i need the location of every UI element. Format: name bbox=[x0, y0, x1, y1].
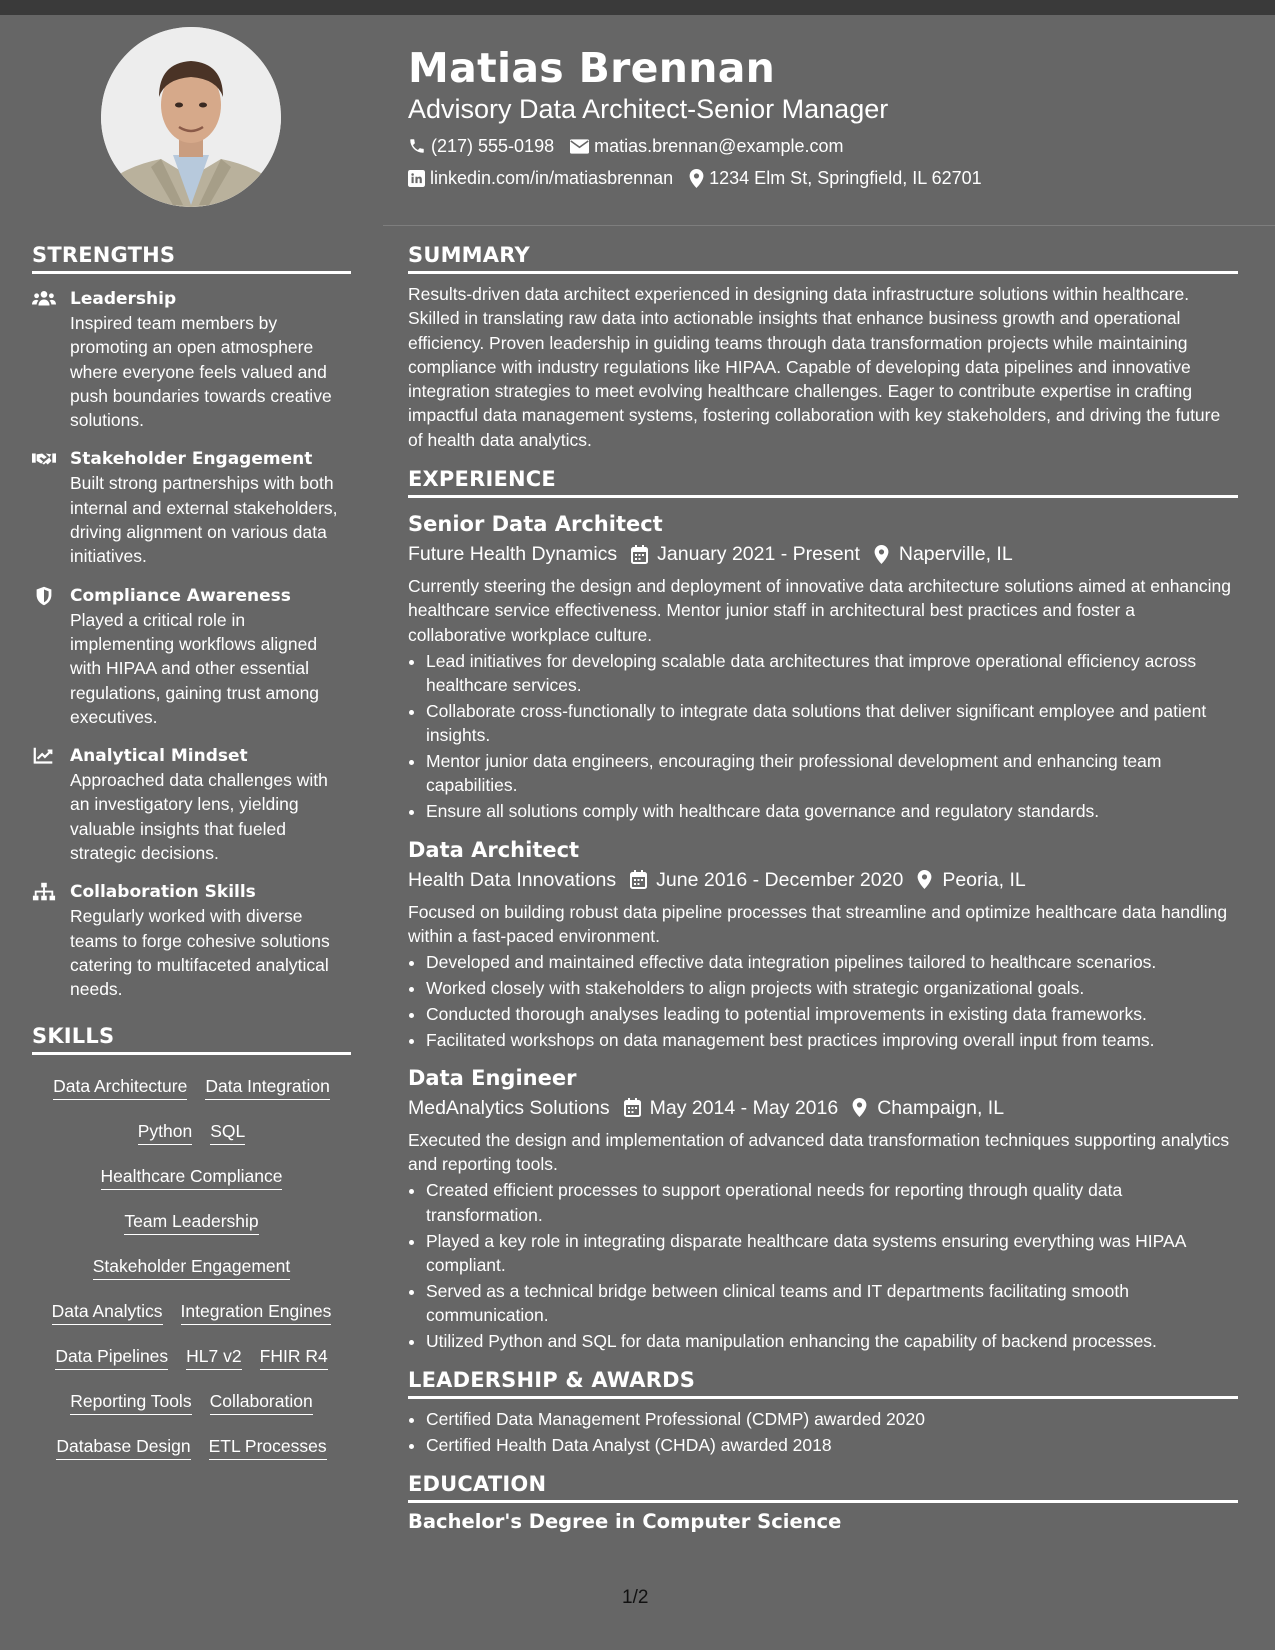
job-location: Naperville, IL bbox=[898, 543, 1013, 566]
users-icon bbox=[32, 289, 56, 309]
job-bullets bbox=[408, 950, 1238, 1052]
job-company: Future Health Dynamics bbox=[408, 543, 618, 566]
job-location: Peoria, IL bbox=[942, 868, 1026, 891]
linkedin-icon bbox=[408, 170, 425, 187]
strengths-heading: STRENGTHS bbox=[32, 243, 351, 274]
skill-tag: HL7 v2 bbox=[186, 1344, 241, 1370]
contact-row-2 bbox=[408, 166, 1238, 190]
list-item: • Ensure all solutions comply with healthcare data governance and regulatory standards. bbox=[426, 799, 1238, 823]
phone-contact[interactable] bbox=[408, 134, 554, 158]
sitemap-icon bbox=[32, 882, 56, 902]
job-meta bbox=[408, 1094, 1238, 1122]
candidate-role: Advisory Data Architect-Senior Manager bbox=[408, 94, 889, 124]
skill-tag: ETL Processes bbox=[209, 1434, 327, 1460]
job-title: Data Architect bbox=[408, 837, 580, 862]
skills-list bbox=[32, 1067, 351, 1472]
location-pin-icon bbox=[689, 169, 704, 188]
list-item: • Created efficient processes to support operational needs for reporting through quality data transformation. bbox=[426, 1178, 1238, 1227]
education-degree: Bachelor's Degree in Computer Science bbox=[408, 1510, 842, 1534]
strength-item bbox=[32, 744, 351, 865]
skill-tag: Python bbox=[138, 1119, 192, 1145]
strength-item bbox=[32, 584, 351, 729]
skill-tag: Data Architecture bbox=[53, 1074, 187, 1100]
job-company: MedAnalytics Solutions bbox=[408, 1096, 610, 1119]
job-title: Senior Data Architect bbox=[408, 512, 663, 537]
strengths-list bbox=[32, 287, 351, 1002]
resume-page bbox=[0, 15, 1275, 1650]
location-pin-icon bbox=[874, 545, 889, 564]
shield-icon bbox=[32, 586, 56, 606]
skill-row bbox=[32, 1157, 351, 1202]
address-text: 1234 Elm St, Springfield, IL 62701 bbox=[709, 168, 982, 188]
candidate-name: Matias Brennan bbox=[408, 44, 776, 92]
job-entry bbox=[408, 1064, 1238, 1353]
resume-header bbox=[408, 43, 1238, 190]
job-dates: June 2016 - December 2020 bbox=[656, 868, 904, 891]
address-contact bbox=[689, 166, 982, 190]
linkedin-contact[interactable] bbox=[408, 166, 673, 190]
job-company: Health Data Innovations bbox=[408, 868, 617, 891]
summary-heading: SUMMARY bbox=[408, 243, 1238, 274]
job-dates: May 2014 - May 2016 bbox=[649, 1096, 839, 1119]
list-item: • Played a key role in integrating disparate healthcare data systems ensuring everything was HIPAA compliant. bbox=[426, 1229, 1238, 1278]
envelope-icon bbox=[570, 139, 589, 154]
skill-tag: Data Analytics bbox=[52, 1299, 163, 1325]
list-item: • Certified Data Management Professional (CDMP) awarded 2020 bbox=[426, 1407, 1238, 1431]
list-item: • Lead initiatives for developing scalable data architectures that improve operational efficiency across healthcare services. bbox=[426, 649, 1238, 698]
strength-title: Leadership bbox=[70, 289, 177, 309]
education-heading: EDUCATION bbox=[408, 1472, 1238, 1503]
job-title: Data Engineer bbox=[408, 1065, 577, 1090]
job-description: Executed the design and implementation of advanced data transformation techniques supporting analytics and reporting tools. bbox=[408, 1129, 1230, 1175]
strength-title: Collaboration Skills bbox=[70, 882, 256, 903]
job-description: Focused on building robust data pipeline processes that streamline and optimize healthcare data handling within a fast-paced environment. bbox=[408, 901, 1228, 946]
right-column bbox=[408, 243, 1238, 1535]
job-meta bbox=[408, 866, 1238, 894]
email-contact[interactable] bbox=[570, 134, 843, 158]
strength-title: Analytical Mindset bbox=[70, 746, 248, 767]
strength-item bbox=[32, 287, 351, 432]
calendar-icon bbox=[631, 545, 648, 564]
left-column bbox=[32, 243, 351, 1472]
contact-row-1 bbox=[408, 134, 1238, 158]
strength-desc: Regularly worked with diverse teams to forge cohesive solutions catering to multifaceted analytical needs. bbox=[70, 906, 330, 1000]
job-entry bbox=[408, 836, 1238, 1052]
header-divider bbox=[383, 225, 1275, 226]
strength-item bbox=[32, 447, 351, 568]
calendar-icon bbox=[624, 1098, 641, 1117]
list-item: • Utilized Python and SQL for data manipulation enhancing the capability of backend processes. bbox=[426, 1329, 1238, 1353]
skill-row bbox=[32, 1247, 351, 1292]
job-bullets bbox=[408, 649, 1238, 824]
strength-title: Compliance Awareness bbox=[70, 585, 291, 606]
window-top-bar bbox=[0, 0, 1275, 15]
skill-tag: Team Leadership bbox=[124, 1209, 258, 1235]
strength-item bbox=[32, 880, 351, 1001]
skill-tag: Stakeholder Engagement bbox=[93, 1254, 291, 1280]
skills-heading: SKILLS bbox=[32, 1024, 351, 1055]
skill-row bbox=[32, 1112, 351, 1157]
skill-row bbox=[32, 1382, 351, 1427]
calendar-icon bbox=[630, 870, 647, 889]
skill-row bbox=[32, 1202, 351, 1247]
job-location: Champaign, IL bbox=[877, 1096, 1005, 1119]
awards-list bbox=[408, 1407, 1238, 1457]
list-item: • Collaborate cross-functionally to integrate data solutions that deliver significant employee and patient insights. bbox=[426, 699, 1238, 748]
list-item: • Mentor junior data engineers, encouraging their professional development and enhancing team capabilities. bbox=[426, 749, 1238, 798]
job-meta bbox=[408, 540, 1238, 568]
location-pin-icon bbox=[852, 1098, 867, 1117]
list-item: • Served as a technical bridge between clinical teams and IT departments facilitating smooth communication. bbox=[426, 1279, 1238, 1328]
skill-tag: Collaboration bbox=[210, 1389, 313, 1415]
skill-row bbox=[32, 1067, 351, 1112]
strength-title: Stakeholder Engagement bbox=[70, 449, 313, 470]
strength-desc: Played a critical role in implementing workflows aligned with HIPAA and other essential regulations, gaining trust among executives. bbox=[70, 609, 320, 727]
strength-desc: Built strong partnerships with both internal and external stakeholders, driving alignment on various data initiatives. bbox=[70, 473, 338, 567]
skill-row bbox=[32, 1427, 351, 1472]
experience-heading: EXPERIENCE bbox=[408, 467, 1238, 498]
skill-tag: Reporting Tools bbox=[70, 1389, 191, 1415]
profile-photo bbox=[101, 27, 281, 207]
job-entry bbox=[408, 510, 1238, 823]
phone-icon bbox=[408, 137, 426, 155]
linkedin-text: linkedin.com/in/matiasbrennan bbox=[430, 168, 674, 188]
email-text: matias.brennan@example.com bbox=[594, 136, 844, 156]
list-item: • Conducted thorough analyses leading to potential improvements in existing data frameworks. bbox=[426, 1002, 1238, 1026]
list-item: • Certified Health Data Analyst (CHDA) awarded 2018 bbox=[426, 1433, 1238, 1457]
job-bullets bbox=[408, 1178, 1238, 1353]
line-chart-icon bbox=[32, 746, 56, 766]
skill-tag: Healthcare Compliance bbox=[101, 1164, 283, 1190]
awards-heading: LEADERSHIP & AWARDS bbox=[408, 1368, 1238, 1399]
skill-tag: Integration Engines bbox=[181, 1299, 332, 1325]
location-pin-icon bbox=[917, 870, 932, 889]
handshake-icon bbox=[32, 449, 56, 469]
job-description: Currently steering the design and deployment of innovative data architecture solutions aimed at enhancing healthcare service effectiveness. Mentor junior staff in architectural best practices and foster a collaborative workplace culture. bbox=[408, 576, 1232, 645]
skill-row bbox=[32, 1292, 351, 1337]
skill-tag: Database Design bbox=[56, 1434, 190, 1460]
list-item: • Worked closely with stakeholders to align projects with strategic organizational goals. bbox=[426, 976, 1238, 1000]
phone-text: (217) 555-0198 bbox=[431, 136, 555, 156]
list-item: • Facilitated workshops on data management best practices improving overall input from teams. bbox=[426, 1028, 1238, 1052]
summary-text: Results-driven data architect experienced in designing data infrastructure solutions within healthcare. Skilled in translating raw data into actionable insights that enhance business growth and operational efficiency. Proven leadership in guiding teams through data transformation projects while maintaining compliance with industry regulations like HIPAA. Capable of developing data pipelines and innovative integration strategies to meet evolving healthcare challenges. Eager to contribute expertise in crafting impactful data management systems, fostering collaboration with key stakeholders, and driving the future of health data analytics. bbox=[408, 284, 1221, 450]
page-number: 1/2 bbox=[622, 1587, 649, 1608]
strength-desc: Inspired team members by promoting an open atmosphere where everyone feels valued and push boundaries towards creative solutions. bbox=[70, 313, 332, 431]
skill-tag: FHIR R4 bbox=[260, 1344, 328, 1370]
skill-tag: Data Integration bbox=[205, 1074, 330, 1100]
list-item: • Developed and maintained effective data integration pipelines tailored to healthcare scenarios. bbox=[426, 950, 1238, 974]
strength-desc: Approached data challenges with an investigatory lens, yielding valuable insights that fueled strategic decisions. bbox=[70, 770, 328, 864]
skill-tag: Data Pipelines bbox=[55, 1344, 168, 1370]
skill-tag: SQL bbox=[210, 1119, 245, 1145]
skill-row bbox=[32, 1337, 351, 1382]
job-dates: January 2021 - Present bbox=[657, 543, 860, 566]
